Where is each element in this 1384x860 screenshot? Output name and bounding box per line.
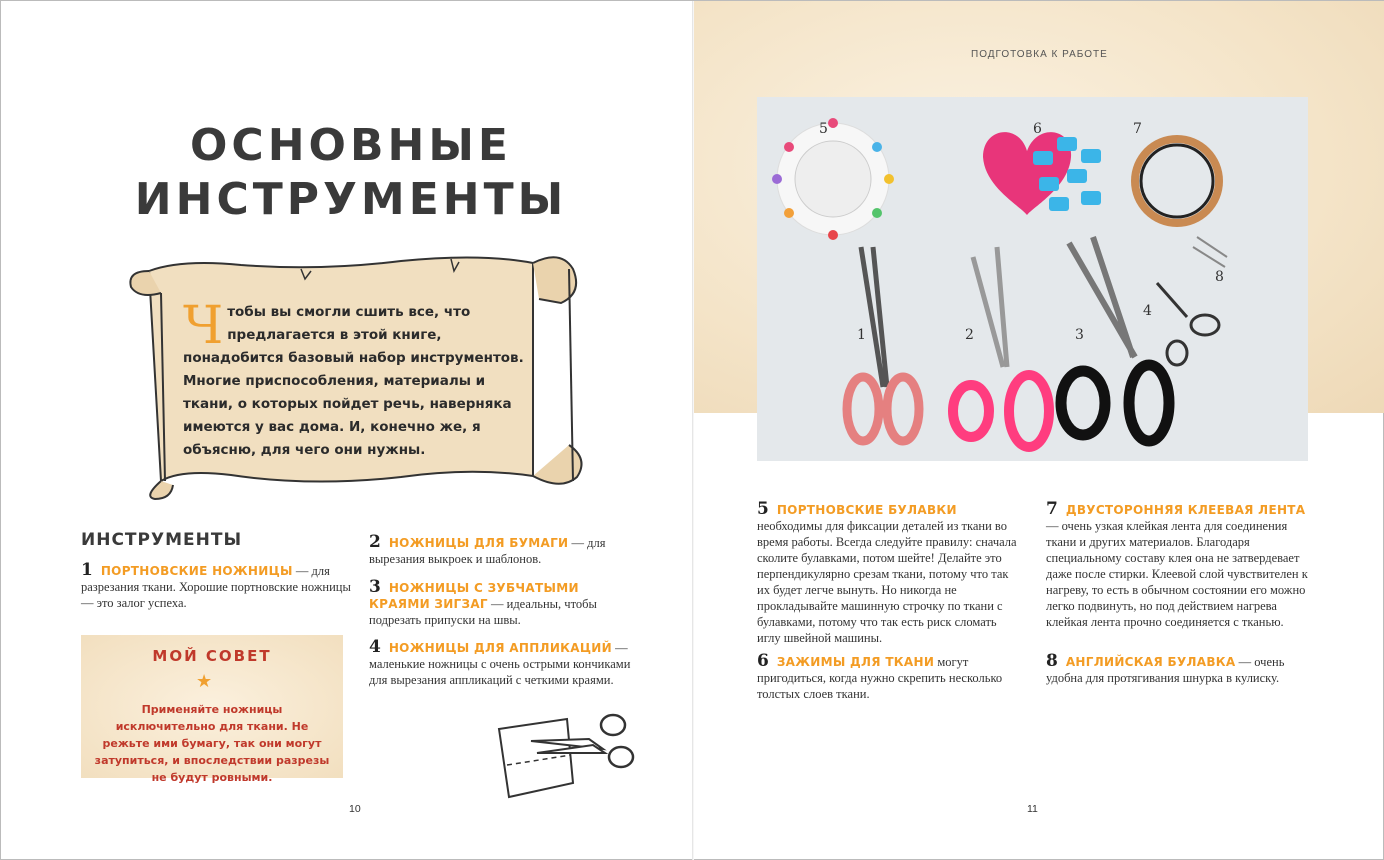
item-description: могут пригодиться, когда нужно скрепить несколько толстых слоев ткани. [757,655,1003,701]
item-term: АНГЛИЙСКАЯ БУЛАВКА [1065,655,1236,669]
tool-item-2 [369,534,625,567]
section-heading-tools: ИНСТРУМЕНТЫ [81,530,243,550]
title-line-2: ИНСТРУМЕНТЫ [134,174,568,225]
scissors-cutting-paper-illustration [493,705,643,805]
item-term: НОЖНИЦЫ ДЛЯ БУМАГИ [388,536,569,550]
page-title [131,119,571,227]
tip-box [81,635,343,784]
running-head: ПОДГОТОВКА К РАБОТЕ [971,49,1108,60]
item-number: 6 [757,651,769,671]
tool-item-3 [369,579,631,628]
item-number: 4 [369,637,381,657]
item-number: 2 [369,532,381,552]
intro-paragraph [183,296,533,462]
item-description: — для разрезания ткани. Хорошие портновские ножницы — это залог успеха. [81,564,351,610]
tip-text: Применяйте ножницы исключительно для ткани. Не режьте ими бумагу, так они могут затупиться, и впоследствии разрезы не будут ровными. [94,703,330,784]
item-number: 5 [757,499,769,519]
tools-photo-illustration [757,97,1308,461]
item-number: 7 [1046,499,1058,519]
photo-label-7: 7 [1133,121,1142,137]
tip-title: МОЙ СОВЕТ [152,647,272,665]
item-term: ПОРТНОВСКИЕ НОЖНИЦЫ [100,564,293,578]
photo-label-3: 3 [1075,327,1084,343]
photo-label-4: 4 [1143,303,1152,319]
item-description: — для вырезания выкроек и шаблонов. [369,536,606,566]
item-term: НОЖНИЦЫ ДЛЯ АППЛИКАЦИЙ [388,641,612,655]
item-description: — идеальны, чтобы подрезать припуски на швы. [369,597,597,627]
tool-item-8 [1046,653,1310,686]
tool-item-7 [1046,501,1310,630]
tool-item-1 [81,562,353,611]
item-term: ЗАЖИМЫ ДЛЯ ТКАНИ [776,655,935,669]
star-icon: ★ [196,671,213,691]
tools-photo [757,97,1308,461]
item-number: 8 [1046,651,1058,671]
page-number-right: 11 [1027,803,1038,815]
item-term: ПОРТНОВСКИЕ БУЛАВКИ [776,503,957,517]
photo-label-8: 8 [1215,269,1224,285]
title-line-1: ОСНОВНЫЕ [190,120,512,171]
intro-dropcap: Ч [183,296,224,356]
tool-item-6 [757,653,1021,702]
intro-scroll [121,241,591,503]
left-page [1,1,693,860]
photo-label-6: 6 [1033,121,1042,137]
intro-text: тобы вы смогли сшить все, что предлагается в этой книге, понадобится базовый набор инструментов. Многие приспособления, материалы и ткани, о которых пойдет речь, наверняка имеются у вас дома. И, конечно же, я объясню, для чего они нужны. [183,304,524,458]
item-description: — очень удобна для протягивания шнурка в кулиску. [1046,655,1285,685]
photo-label-5: 5 [819,121,828,137]
photo-label-1: 1 [857,327,866,343]
page-number-left: 10 [349,803,361,815]
tool-item-5 [757,501,1021,646]
photo-label-2: 2 [965,327,974,343]
item-description: — очень узкая клейкая лента для соединения ткани и других материалов. Благодаря специальному составу клея она не затвердевает даже после стирки. Клеевой слой чувствителен к нагреву, то есть в обычном состоянии его можно легко подвинуть, но под действием нагрева клейкая лента прочно соединяется с тканью. [1046,519,1308,629]
item-description: необходимы для фиксации деталей из ткани во время работы. Всегда следуйте правилу: сначала сколите булавками, потом шейте! Делайте это перпендикулярно срезам ткани, потому что так их будет легче вынуть. Но никогда не прокладывайте машинную строчку по ткани с булавками, потому что так есть риск сломать иглу швейной машины. [757,519,1017,645]
item-term: ДВУСТОРОННЯЯ КЛЕЕВАЯ ЛЕНТА [1065,503,1306,517]
item-number: 1 [81,560,93,580]
item-number: 3 [369,577,381,597]
tool-item-4 [369,639,631,688]
item-description: — маленькие ножницы с очень острыми кончиками для вырезания аппликаций с четкими краями. [369,641,631,687]
item-term: НОЖНИЦЫ С ЗУБЧАТЫМИ КРАЯМИ ЗИГЗАГ [369,581,579,611]
